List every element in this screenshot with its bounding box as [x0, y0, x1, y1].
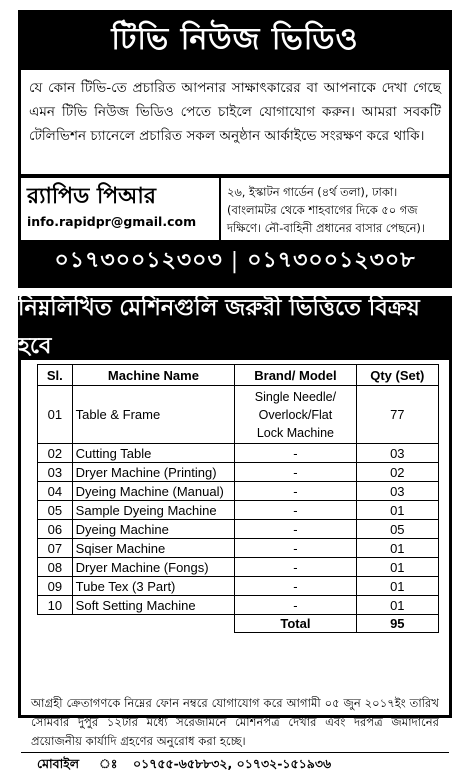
col-header-brand-model: Brand/ Model [235, 365, 356, 386]
table-row [38, 482, 439, 501]
row-machine-name: Sqiser Machine [72, 539, 235, 558]
address-line-1: ২৬, ইস্কাটন গার্ডেন (৪র্থ তলা), ঢাকা। [227, 185, 398, 199]
address-line-2: (বাংলামটর থেকে শাহবাগের দিকে ৫০ গজ দক্ষিণে। নৌ-বাহিনী প্রধানের বাসার পেছনে)। [227, 203, 425, 235]
row-sl: 09 [38, 577, 73, 596]
row-qty: 77 [356, 386, 438, 444]
machine-ad-title: নিম্নলিখিত মেশিনগুলি জরুরী ভিত্তিতে বিক্রয় হবে [18, 295, 420, 359]
row-brand-model: - [235, 463, 356, 482]
brand-line: Overlock/Flat [258, 407, 333, 422]
phone-number-2: ০১৭৩০০১২৩০৮ [247, 247, 416, 273]
row-machine-name: Dryer Machine (Printing) [72, 463, 235, 482]
row-qty: 01 [356, 577, 438, 596]
row-sl: 01 [38, 386, 73, 444]
mobile-numbers: ০১৭৫৫-৬৫৮৮৩২, ০১৭৩২-১৫১৯৩৬ [133, 756, 332, 771]
brand-name: র‌্যাপিড পিআর [27, 184, 156, 209]
brand-line: Single Needle/ [254, 389, 337, 404]
table-row [38, 520, 439, 539]
tv-ad-body-text: যে কোন টিভি-তে প্রচারিত আপনার সাক্ষাৎকারের বা আপনাকে দেখা গেছে এমন টিভি নিউজ ভিডিও পেতে চাইলে যোগাযোগ করুন। আমরা সবকটি টেলিভিশন চ্যানেলে প্রচারিত সকল অনুষ্ঠান আর্কাইভে সংরক্ষণ করে থাকি। [21, 70, 449, 174]
row-sl: 02 [38, 444, 73, 463]
row-qty: 03 [356, 482, 438, 501]
brand-email: info.rapidpr@gmail.com [27, 214, 197, 229]
machine-sale-ad [18, 295, 452, 771]
tv-ad-title: টিভি নিউজ ভিডিও [111, 21, 359, 57]
row-machine-name: Dyeing Machine [72, 520, 235, 539]
table-row [38, 501, 439, 520]
row-sl: 08 [38, 558, 73, 577]
row-brand-model: - [235, 482, 356, 501]
col-header-machine-name: Machine Name [72, 365, 235, 386]
row-brand-model: - [235, 444, 356, 463]
row-sl: 03 [38, 463, 73, 482]
machine-ad-content [21, 360, 449, 771]
table-row [38, 577, 439, 596]
table-row [38, 596, 439, 615]
row-machine-name: Dryer Machine (Fongs) [72, 558, 235, 577]
row-qty: 01 [356, 596, 438, 615]
tv-ad-address [221, 178, 449, 240]
table-row [38, 386, 439, 444]
row-machine-name: Table & Frame [72, 386, 235, 444]
mobile-label: মোবাইল [37, 756, 80, 771]
row-sl: 04 [38, 482, 73, 501]
row-brand-model: - [235, 577, 356, 596]
total-value: 95 [356, 615, 438, 633]
table-row [38, 463, 439, 482]
table-total-row [38, 615, 439, 633]
row-qty: 02 [356, 463, 438, 482]
machine-ad-footer-text: আগ্রহী ক্রেতাগণকে নিম্নের ফোন নম্বরে যোগাযোগ করে আগামী ০৫ জুন ২০১৭ইং তারিখ সোমবার দুপুর ১২টার মধ্যে সরেজমিনে মেশিনপত্র দেখার এবং দরপত্র জমাদানের প্রয়োজনীয় কার্যাদি গ্রহণের অনুরোধ করা হচ্ছে। [31, 696, 439, 748]
row-qty: 05 [356, 520, 438, 539]
table-row [38, 444, 439, 463]
machine-table-header-row [38, 365, 439, 386]
machine-ad-mobile-row [21, 752, 449, 779]
col-header-qty: Qty (Set) [356, 365, 438, 386]
row-brand-model: - [235, 558, 356, 577]
col-header-sl: Sl. [38, 365, 73, 386]
tv-ad-contact-block [21, 178, 449, 240]
row-sl: 06 [38, 520, 73, 539]
table-row [38, 558, 439, 577]
row-machine-name: Cutting Table [72, 444, 235, 463]
phone-separator: | [230, 248, 240, 274]
row-machine-name: Dyeing Machine (Manual) [72, 482, 235, 501]
brand-line: Lock Machine [256, 425, 334, 440]
table-row [38, 539, 439, 558]
mobile-colon: ঃ [99, 756, 118, 771]
total-row-blank [38, 615, 235, 633]
tv-ad-brand-box [21, 178, 221, 240]
row-qty: 01 [356, 558, 438, 577]
row-sl: 07 [38, 539, 73, 558]
row-sl: 05 [38, 501, 73, 520]
total-label: Total [235, 615, 356, 633]
tv-ad-phone-bar [18, 240, 452, 282]
row-machine-name: Sample Dyeing Machine [72, 501, 235, 520]
row-machine-name: Soft Setting Machine [72, 596, 235, 615]
row-brand-model: - [235, 596, 356, 615]
row-brand-model: - [235, 501, 356, 520]
row-qty: 01 [356, 539, 438, 558]
machine-table [37, 364, 439, 633]
row-qty: 03 [356, 444, 438, 463]
row-brand-model: - [235, 539, 356, 558]
row-sl: 10 [38, 596, 73, 615]
row-machine-name: Tube Tex (3 Part) [72, 577, 235, 596]
tv-news-ad [18, 10, 452, 288]
row-brand-model: - [235, 520, 356, 539]
row-brand-model [235, 386, 356, 444]
phone-number-1: ০১৭৩০০১২৩০৩ [54, 247, 223, 273]
row-qty: 01 [356, 501, 438, 520]
